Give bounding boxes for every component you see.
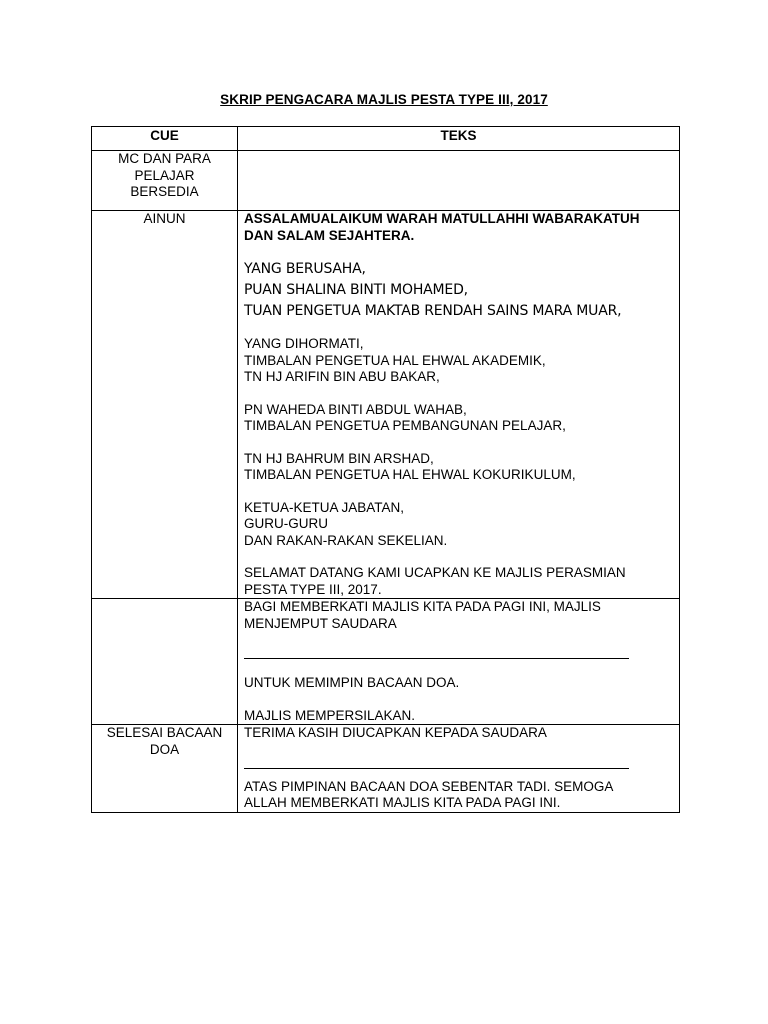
vip-line: PUAN SHALINA BINTI MOHAMED, xyxy=(244,282,468,298)
fill-in-blank xyxy=(244,758,629,769)
thanks-line: TERIMA KASIH DIUCAPKAN KEPADA SAUDARA xyxy=(244,725,547,740)
welcome-line: PESTA TYPE III, 2017. xyxy=(244,581,382,597)
welcome-line: SELAMAT DATANG KAMI UCAPKAN KE MAJLIS PERASMIAN xyxy=(244,565,626,580)
cue-line: MC DAN PARA xyxy=(118,151,211,166)
table-row xyxy=(92,725,680,813)
invite-line: BAGI MEMBERKATI MAJLIS KITA PADA PAGI INI, MAJLIS xyxy=(244,599,601,614)
cue-cell xyxy=(92,599,238,725)
header-cue: CUE xyxy=(92,127,238,151)
vip-line: YANG BERUSAHA, xyxy=(244,261,366,277)
table-header-row xyxy=(92,127,680,151)
closing-line: ALLAH MEMBERKATI MAJLIS KITA PADA PAGI INI. xyxy=(244,795,561,810)
invite-line: MENJEMPUT SAUDARA xyxy=(244,615,397,631)
guest-line: TIMBALAN PENGETUA HAL EHWAL KOKURIKULUM, xyxy=(244,467,576,482)
teks-cell xyxy=(238,725,680,813)
header-teks: TEKS xyxy=(238,127,680,151)
closing-line: ATAS PIMPINAN BACAAN DOA SEBENTAR TADI. SEMOGA xyxy=(244,778,614,794)
fill-in-blank xyxy=(244,648,629,659)
vip-line: TUAN PENGETUA MAKTAB RENDAH SAINS MARA MUAR, xyxy=(244,303,622,319)
cue-cell xyxy=(92,151,238,211)
teks-cell xyxy=(238,211,680,599)
lead-line: UNTUK MEMIMPIN BACAAN DOA. xyxy=(244,675,460,690)
guest-line: PN WAHEDA BINTI ABDUL WAHAB, xyxy=(244,401,467,417)
cue-line: DOA xyxy=(149,741,180,757)
document-title: SKRIP PENGACARA MAJLIS PESTA TYPE III, 2017 xyxy=(220,92,548,107)
greeting-line: DAN SALAM SEJAHTERA. xyxy=(244,227,415,243)
respected-line: TIMBALAN PENGETUA HAL EHWAL AKADEMIK, xyxy=(244,352,546,368)
table-row xyxy=(92,599,680,725)
cue-line: PELAJAR xyxy=(134,167,195,183)
respected-line: TN HJ ARIFIN BIN ABU BAKAR, xyxy=(244,369,440,384)
teks-cell xyxy=(238,151,680,211)
script-table xyxy=(91,126,680,813)
table-row xyxy=(92,151,680,211)
teks-cell xyxy=(238,599,680,725)
table-row xyxy=(92,211,680,599)
closing-line: MAJLIS MEMPERSILAKAN. xyxy=(244,707,416,723)
cue-line: SELESAI BACAAN xyxy=(106,725,223,740)
others-line: KETUA-KETUA JABATAN, xyxy=(244,499,405,515)
respected-line: YANG DIHORMATI, xyxy=(244,336,364,351)
others-line: DAN RAKAN-RAKAN SEKELIAN. xyxy=(244,532,448,548)
cue-line: AINUN xyxy=(143,211,186,226)
others-line: GURU-GURU xyxy=(244,516,328,531)
cue-cell xyxy=(92,211,238,599)
cue-line: BERSEDIA xyxy=(130,184,199,199)
guest-line: TN HJ BAHRUM BIN ARSHAD, xyxy=(244,450,434,466)
greeting-line: ASSALAMUALAIKUM WARAH MATULLAHHI WABARAKATUH xyxy=(244,211,640,226)
guest-line: TIMBALAN PENGETUA PEMBANGUNAN PELAJAR, xyxy=(244,418,566,433)
cue-cell xyxy=(92,725,238,813)
